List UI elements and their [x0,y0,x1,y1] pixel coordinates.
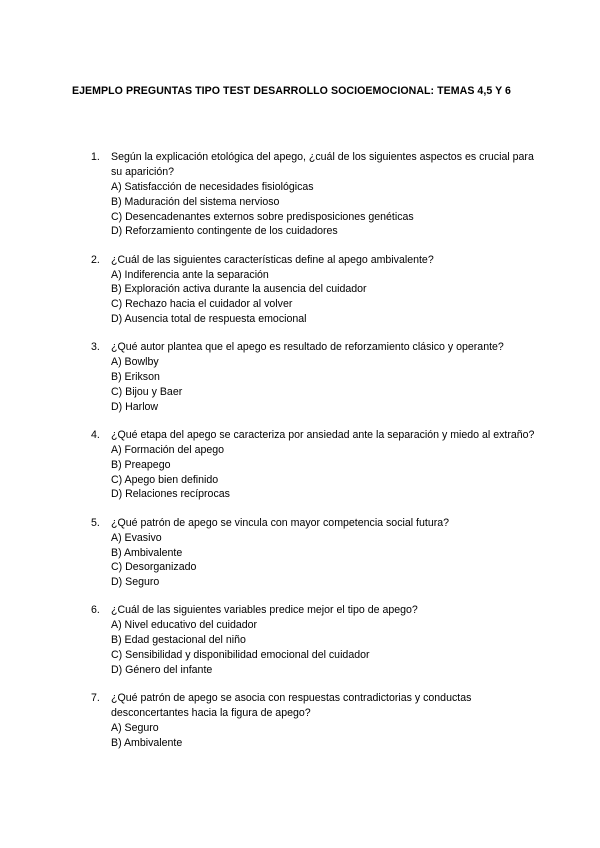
question-number: 2. [91,253,100,266]
question-item [0,150,600,239]
answer-option: A) Nivel educativo del cuidador [111,619,258,632]
answer-option: A) Indiferencia ante la separación [111,268,269,281]
answer-options [111,180,600,239]
question-item [0,691,600,751]
answer-option: A) Seguro [111,722,159,735]
question-number: 3. [91,341,100,354]
answer-option: A) Satisfacción de necesidades fisiológicas [111,181,314,193]
answer-option: D) Harlow [111,400,159,413]
question-item [0,253,600,327]
question-text: ¿Qué patrón de apego se vincula con mayor competencia social futura? [111,516,450,529]
answer-option: C) Apego bien definido [111,473,219,486]
question-text: ¿Cuál de las siguientes características define al apego ambivalente? [111,253,434,266]
answer-option: D) Seguro [111,576,160,589]
question-item [0,340,600,414]
answer-option: A) Bowlby [111,356,159,369]
answer-option: B) Exploración activa durante la ausencia del cuidador [111,283,367,296]
answer-options [111,355,600,414]
question-item [0,603,600,677]
answer-option: D) Relaciones recíprocas [111,488,230,501]
answer-option: C) Desencadenantes externos sobre predisposiciones genéticas [111,210,414,223]
answer-option: C) Rechazo hacia el cuidador al volver [111,298,293,311]
answer-option: D) Género del infante [111,663,213,676]
answer-option: B) Preapego [111,458,171,471]
answer-option: D) Ausencia total de respuesta emocional [111,313,307,326]
question-item [0,428,600,502]
question-item [0,516,600,590]
answer-option: C) Desorganizado [111,561,197,574]
answer-option: B) Erikson [111,371,160,384]
answer-option: B) Ambivalente [111,546,183,559]
page-title: EJEMPLO PREGUNTAS TIPO TEST DESARROLLO SOCIOEMOCIONAL: TEMAS 4,5 Y 6 [72,85,511,97]
question-number: 4. [91,429,100,442]
question-text: ¿Qué autor plantea que el apego es resultado de reforzamiento clásico y operante? [111,341,504,354]
answer-options [111,531,600,590]
question-text: ¿Cuál de las siguientes variables predice mejor el tipo de apego? [111,604,418,617]
question-number: 5. [91,516,100,529]
answer-option: C) Sensibilidad y disponibilidad emocional del cuidador [111,649,370,662]
answer-options [111,618,600,677]
answer-options [111,268,600,327]
question-number: 6. [91,604,100,617]
answer-option: A) Formación del apego [111,444,225,457]
answer-option: C) Bijou y Baer [111,385,183,398]
question-number: 1. [91,151,100,163]
answer-options [111,443,600,502]
answer-option: A) Evasivo [111,531,162,544]
answer-options [111,721,600,751]
answer-option: B) Maduración del sistema nervioso [111,195,280,208]
question-text: ¿Qué patrón de apego se asocia con respuestas contradictorias y conductas desconcertantes hacia la figura de apego? [111,692,472,720]
question-text: Según la explicación etológica del apego, ¿cuál de los siguientes aspectos es crucial para su aparición? [111,151,534,178]
answer-option: B) Edad gestacional del niño [111,634,246,647]
question-number: 7. [91,692,100,705]
answer-option: B) Ambivalente [111,736,183,749]
question-list [0,150,600,764]
question-text: ¿Qué etapa del apego se caracteriza por ansiedad ante la separación y miedo al extraño? [111,429,535,442]
answer-option: D) Reforzamiento contingente de los cuidadores [111,225,338,238]
